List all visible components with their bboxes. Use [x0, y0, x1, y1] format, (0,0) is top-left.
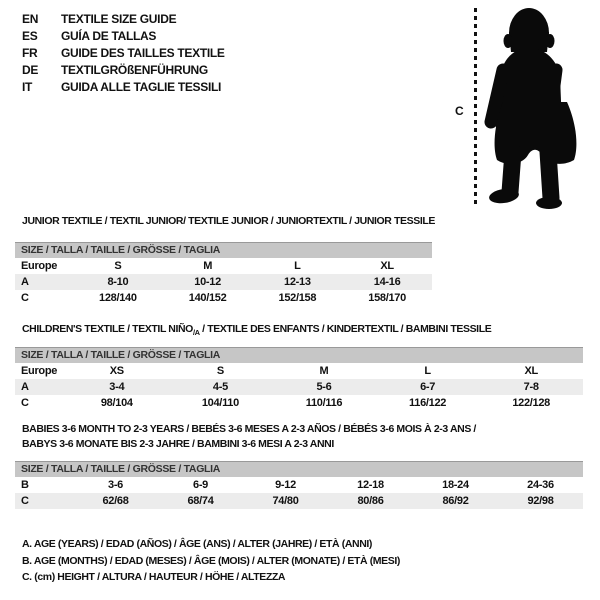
size-cell: L [424, 365, 431, 377]
height-dashed-line [474, 8, 477, 206]
language-title: TEXTILGRÖßENFÜHRUNG [61, 63, 208, 77]
language-code: FR [22, 46, 38, 60]
size-cell: 80/86 [357, 495, 384, 507]
language-title: TEXTILE SIZE GUIDE [61, 12, 177, 26]
size-cell: 3-4 [109, 381, 125, 393]
table-row [15, 274, 432, 290]
size-table-babies [15, 461, 583, 509]
size-cell: 68/74 [187, 495, 214, 507]
language-code: EN [22, 12, 39, 26]
language-list [22, 11, 225, 96]
language-title: GUIDA ALLE TAGLIE TESSILI [61, 80, 222, 94]
size-cell: 92/98 [527, 495, 554, 507]
size-cell: L [294, 260, 301, 272]
row-label: C [21, 292, 29, 304]
size-cell: 74/80 [272, 495, 299, 507]
section-title-children-sub: /A [192, 328, 200, 338]
language-title: GUIDE DES TAILLES TEXTILE [61, 46, 225, 60]
size-cell: 8-10 [107, 276, 129, 288]
language-row [22, 62, 225, 79]
size-cell: 62/68 [102, 495, 129, 507]
table-row [15, 363, 583, 379]
note-age-years: A. AGE (YEARS) / EDAD (AÑOS) / ÂGE (ANS) / ALTER (JAHRE) / ETÀ (ANNI) [22, 538, 373, 550]
note-age-months: B. AGE (MONTHS) / EDAD (MESES) / ÂGE (MOIS) / ALTER (MONATE) / ETÀ (MESI) [22, 554, 400, 567]
size-cell: 6-7 [420, 381, 436, 393]
section-title-babies-line1: BABIES 3-6 MONTH TO 2-3 YEARS / BEBÉS 3-6 MESES A 2-3 AÑOS / BÉBÉS 3-6 MOIS À 2-3 ANS / [22, 423, 476, 435]
section-title-children-pre: CHILDREN'S TEXTILE / TEXTIL NIÑO [22, 323, 193, 335]
size-cell: 12-13 [284, 276, 311, 288]
row-label: C [21, 495, 29, 507]
size-cell: 98/104 [100, 397, 133, 409]
size-cell: 104/110 [201, 397, 239, 409]
section-title-junior: JUNIOR TEXTILE / TEXTIL JUNIOR/ TEXTILE JUNIOR / JUNIORTEXTIL / JUNIOR TESSILE [22, 215, 435, 227]
row-label: A [21, 276, 29, 288]
size-table-children [15, 347, 583, 411]
size-cell: 18-24 [442, 479, 469, 491]
size-table-header: SIZE / TALLA / TAILLE / GRÖSSE / TAGLIA [15, 347, 583, 363]
row-label: B [21, 479, 29, 491]
size-cell: S [114, 260, 122, 272]
table-row [15, 379, 583, 395]
note-height-cm: C. (cm) HEIGHT / ALTURA / HAUTEUR / HÖHE / ALTEZZA [22, 571, 286, 583]
size-cell: 4-5 [212, 381, 228, 393]
size-cell: 14-16 [373, 276, 401, 288]
size-cell: 128/140 [99, 292, 137, 304]
size-cell: XL [524, 365, 538, 377]
language-row [22, 45, 225, 62]
table-row [15, 493, 583, 509]
size-cell: 86/92 [442, 495, 469, 507]
size-cell: XS [109, 365, 124, 377]
size-cell: 122/128 [512, 397, 550, 409]
size-cell: 3-6 [108, 479, 123, 491]
size-cell: 140/152 [188, 292, 227, 304]
section-title-babies-line2: BABYS 3-6 MONATE BIS 2-3 JAHRE / BAMBINI 3-6 MESI A 2-3 ANNI [22, 438, 334, 450]
row-label: A [21, 381, 29, 393]
size-cell: 10-12 [194, 276, 221, 288]
size-table-junior [15, 242, 432, 306]
size-cell: 110/116 [305, 397, 343, 409]
row-label: C [21, 397, 29, 409]
table-row [15, 290, 432, 306]
size-cell: XL [380, 260, 394, 272]
size-table-header: SIZE / TALLA / TAILLE / GRÖSSE / TAGLIA [15, 461, 583, 477]
legend-notes [22, 536, 400, 586]
language-title: GUÍA DE TALLAS [61, 29, 157, 43]
table-row [15, 477, 583, 493]
size-cell: S [216, 365, 224, 377]
size-cell: 7-8 [523, 381, 539, 393]
size-cell: 158/170 [368, 292, 406, 304]
section-title-children-post: / TEXTILE DES ENFANTS / KINDERTEXTIL / BAMBINI TESSILE [199, 323, 492, 335]
size-cell: 152/158 [278, 292, 317, 304]
height-measure-label: C [455, 104, 464, 118]
size-table-header: SIZE / TALLA / TAILLE / GRÖSSE / TAGLIA [15, 242, 432, 258]
language-code: DE [22, 63, 39, 77]
table-row [15, 258, 432, 274]
size-cell: M [319, 365, 329, 377]
table-row [15, 395, 583, 411]
size-cell: M [203, 260, 213, 272]
language-row [22, 28, 225, 45]
size-cell: 116/122 [409, 397, 447, 409]
language-code: IT [22, 80, 33, 94]
language-row [22, 11, 225, 28]
language-row [22, 79, 225, 96]
section-title-children [22, 322, 491, 340]
size-cell: 24-36 [527, 479, 554, 491]
section-title-babies [22, 422, 476, 452]
size-cell: 12-18 [357, 479, 384, 491]
row-label: Europe [21, 260, 58, 272]
row-label: Europe [21, 365, 58, 377]
size-cell: 9-12 [275, 479, 296, 491]
size-cell: 6-9 [193, 479, 208, 491]
size-cell: 5-6 [316, 381, 332, 393]
baby-silhouette-icon [483, 4, 595, 209]
language-code: ES [22, 29, 38, 43]
